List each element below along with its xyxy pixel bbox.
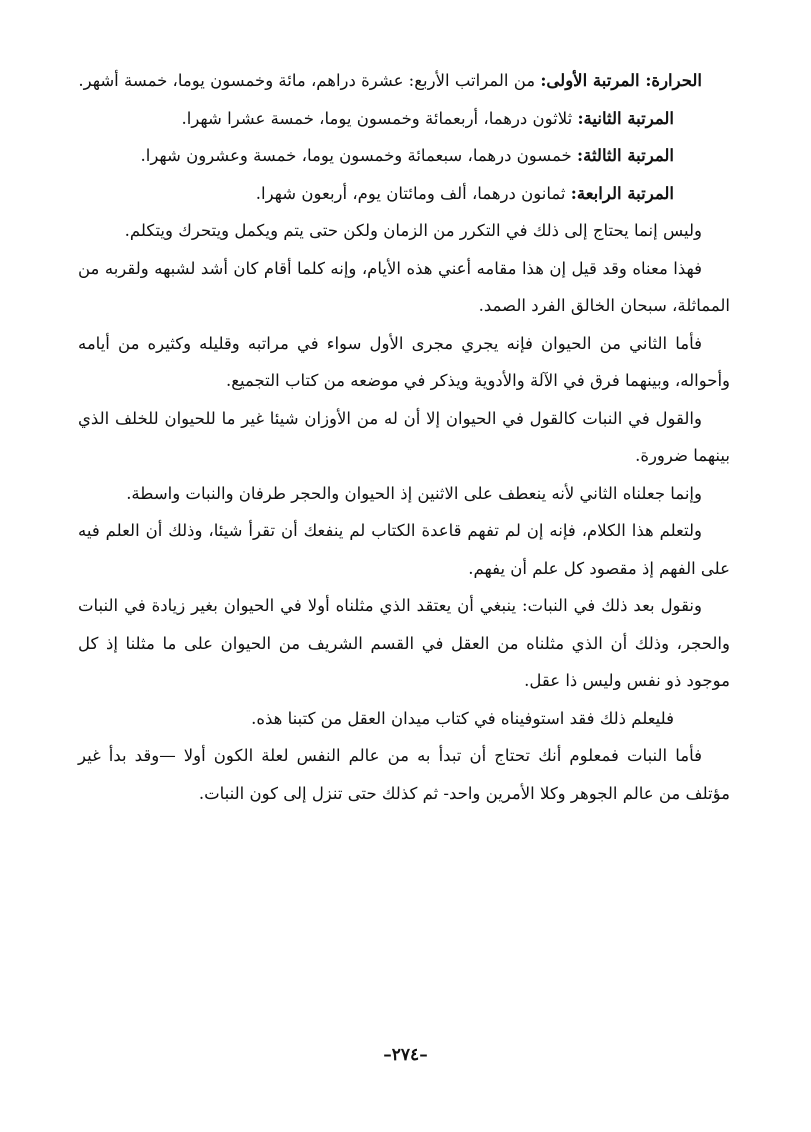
level-1-text: من المراتب الأربع: عشرة دراهم، مائة وخمسون يوما، خمسة أشهر. — [78, 71, 541, 90]
level-4-text: ثمانون درهما، ألف ومائتان يوم، أربعون شهرا. — [255, 183, 571, 203]
paragraph-plants-weights: والقول في النبات كالقول في الحيوان إلا أن له من الأوزان شيئا غير ما للحيوان للخلف الذي بينهما ضرورة. — [78, 408, 730, 465]
paragraph-heat-level-1 — [78, 62, 730, 100]
paragraph-level-2 — [78, 100, 730, 138]
paragraph-understanding: ولتعلم هذا الكلام، فإنه إن لم تفهم قاعدة الكتاب لم ينفعك أن تقرأ شيئا، وذلك أن العلم فيه على الفهم إذ مقصود كل علم أن يفهم. — [78, 521, 730, 578]
level-1-label: المرتبة الأولى: — [540, 71, 640, 90]
level-4-label: المرتبة الرابعة: — [570, 183, 674, 203]
paragraph-repetition: وليس إنما يحتاج إلى ذلك في التكرر من الزمان ولكن حتى يتم ويكمل ويتحرك ويتكلم. — [124, 221, 702, 240]
level-3-label: المرتبة الثالثة: — [577, 146, 674, 165]
heat-label: الحرارة: — [639, 71, 702, 90]
paragraph-level-4 — [78, 175, 730, 213]
paragraph-plants-middle: وإنما جعلناه الثاني لأنه ينعطف على الاثنين إذ الحيوان والحجر طرفان والنبات واسطة. — [126, 483, 702, 503]
paragraph-book-reference: فليعلم ذلك فقد استوفيناه في كتاب ميدان العقل من كتبنا هذه. — [251, 708, 674, 728]
paragraph-second-animal: فأما الثاني من الحيوان فإنه يجري مجرى الأول سواء في مراتبه وقليله وكثيره من أيامه وأحواله، وبينهما فرق في الآلة والأدوية ويذكر في موضعه من كتاب التجميع. — [78, 333, 730, 390]
paragraph-level-3 — [78, 137, 730, 175]
level-2-label: المرتبة الثانية: — [577, 108, 674, 128]
level-2-text: ثلاثون درهما، أربعمائة وخمسون يوما، خمسة عشرا شهرا. — [181, 108, 578, 128]
page-body — [78, 62, 730, 812]
page-number: –٢٧٤– — [383, 1045, 428, 1065]
level-3-text: خمسون درهما، سبعمائة وخمسون يوما، خمسة وعشرون شهرا. — [140, 146, 578, 165]
paragraph-plants-intellect: ونقول بعد ذلك في النبات: ينبغي أن يعتقد الذي مثلناه أولا في الحيوان بغير زيادة في النبات والحجر، وذلك أن الذي مثلناه من العقل في القسم الشريف من الحيوان على ما مثلنا إذ كل موجود ذو نفس وليس ذا عقل. — [78, 596, 730, 690]
paragraph-meaning: فهذا معناه وقد قيل إن هذا مقامه أعني هذه الأيام، وإنه كلما أقام كان أشد لشبهه ولقربه من المماثلة، سبحان الخالق الفرد الصمد. — [78, 258, 730, 315]
paragraph-plants-soul: فأما النبات فمعلوم أنك تحتاج أن تبدأ به من عالم النفس لعلة الكون أولا —وقد بدأ غير مؤتلف من عالم الجوهر وكلا الأمرين واحد- ثم كذلك حتى تنزل إلى كون النبات. — [78, 746, 730, 803]
